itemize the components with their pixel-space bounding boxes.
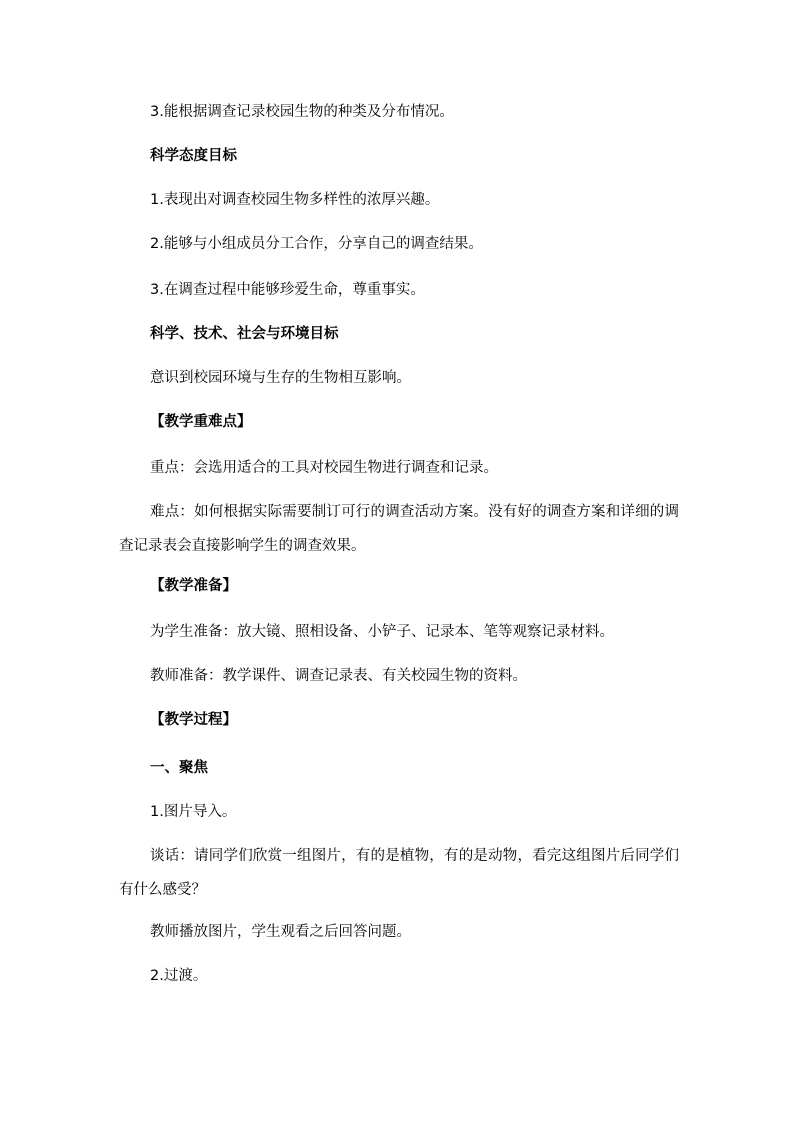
attitude-item-2: 2.能够与小组成员分工合作，分享自己的调查结果。 [150, 236, 483, 252]
objective-item-3: 3.能根据调查记录校园生物的种类及分布情况。 [150, 104, 454, 120]
section-heading-process: 【教学过程】 [150, 712, 237, 728]
teacher-action-text: 教师播放图片，学生观看之后回答问题。 [150, 924, 411, 940]
process-step-1: 1.图片导入。 [150, 804, 237, 820]
section-heading-preparation: 【教学准备】 [150, 578, 237, 594]
section-heading-attitude: 科学态度目标 [150, 148, 237, 164]
section-heading-stse: 科学、技术、社会与环境目标 [150, 326, 339, 342]
student-preparation-text: 为学生准备：放大镜、照相设备、小铲子、记录本、笔等观察记录材料。 [150, 624, 614, 640]
teacher-preparation-text: 教师准备：教学课件、调查记录表、有关校园生物的资料。 [150, 668, 527, 684]
dialogue-text: 谈话：请同学们欣赏一组图片，有的是植物，有的是动物，看完这组图片后同学们有什么感受？ [119, 848, 679, 898]
stse-text: 意识到校园环境与生存的生物相互影响。 [150, 370, 411, 386]
process-step-2: 2.过渡。 [150, 968, 208, 984]
key-point-text: 重点：会选用适合的工具对校园生物进行调查和记录。 [150, 460, 498, 476]
attitude-item-1: 1.表现出对调查校园生物多样性的浓厚兴趣。 [150, 192, 440, 208]
section-heading-focus: 一、聚焦 [150, 760, 208, 776]
difficult-point-text: 难点：如何根据实际需要制订可行的调查活动方案。没有好的调查方案和详细的调查记录表会直接影响学生的调查效果。 [119, 504, 679, 554]
attitude-item-3: 3.在调查过程中能够珍爱生命，尊重事实。 [150, 282, 425, 298]
section-heading-key-points: 【教学重难点】 [150, 414, 252, 430]
